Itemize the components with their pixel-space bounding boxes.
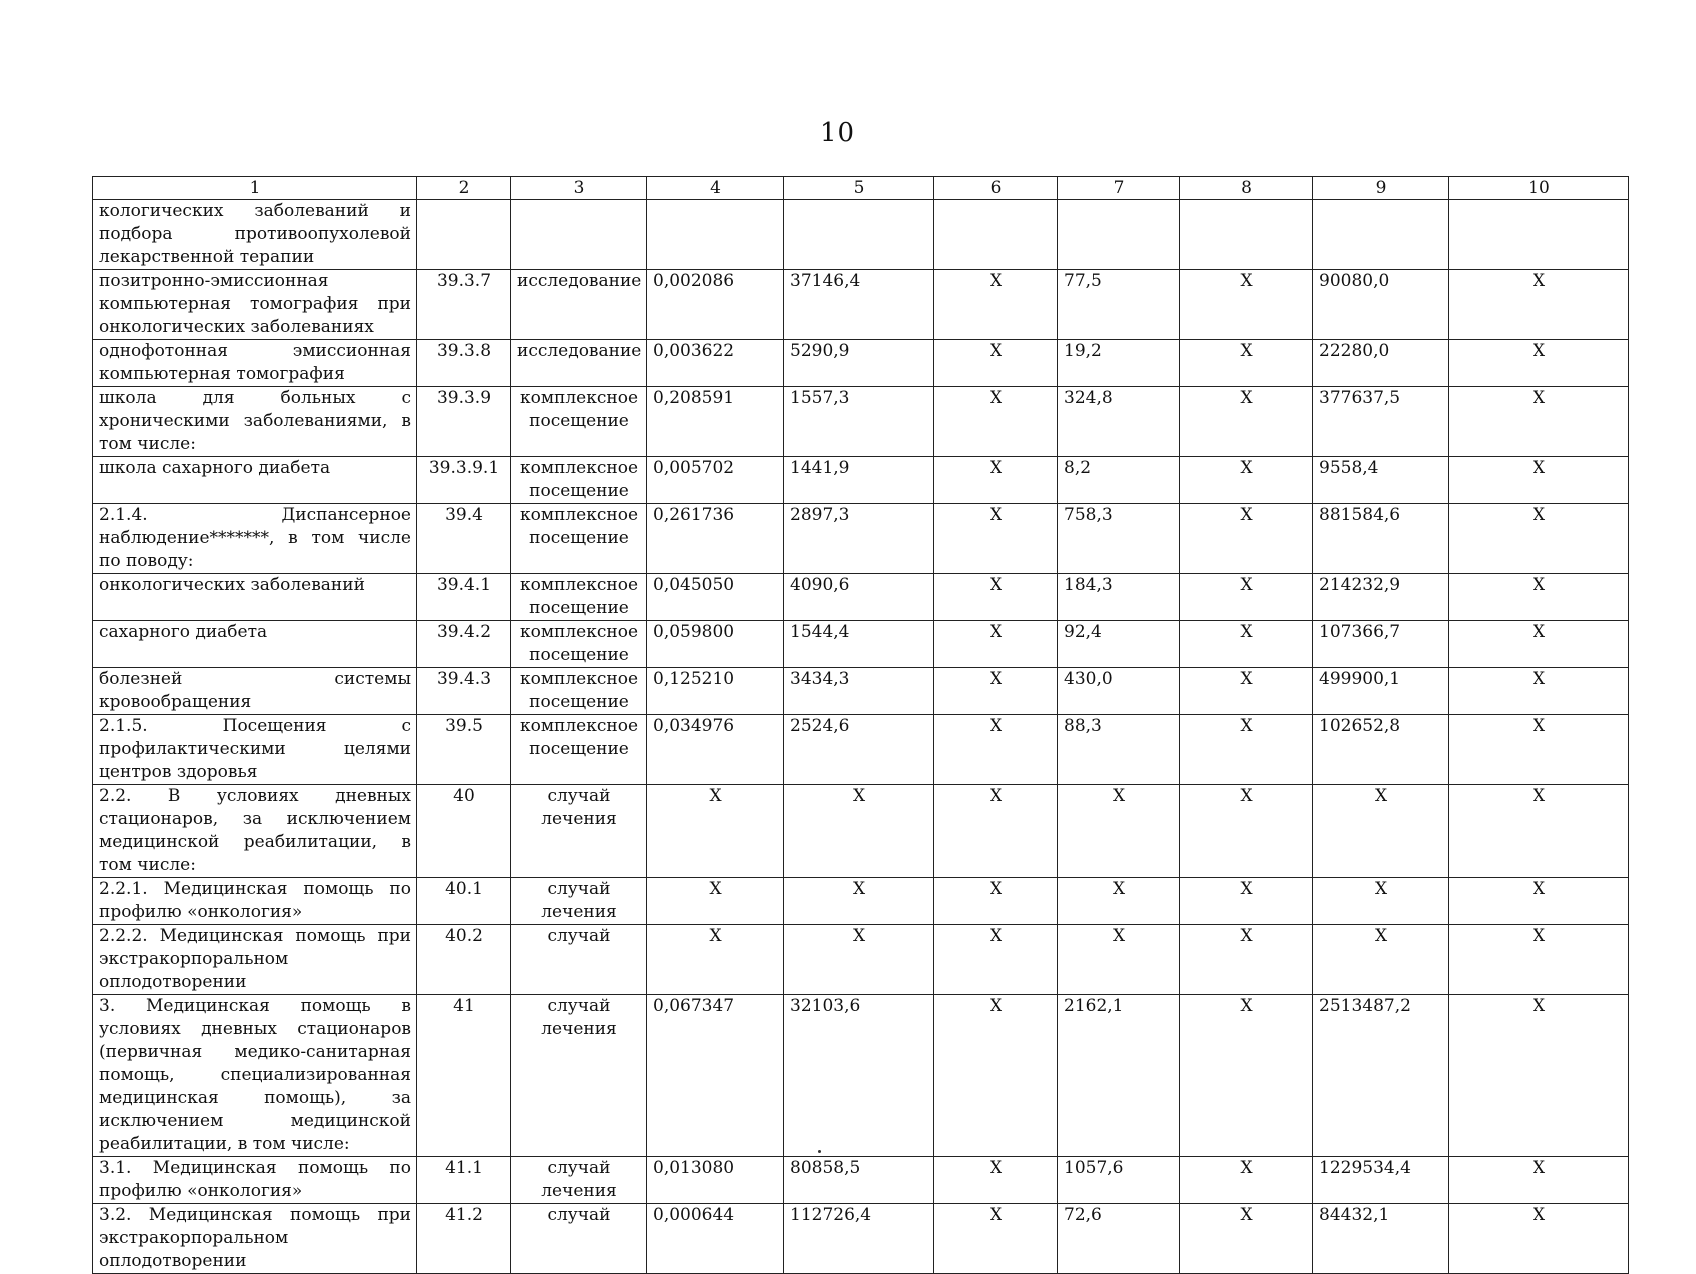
- table-cell: Х: [1180, 1157, 1313, 1204]
- table-cell: Х: [1180, 995, 1313, 1157]
- column-header: 2: [417, 177, 511, 200]
- table-row: [93, 995, 1629, 1157]
- table-cell: Х: [1449, 387, 1629, 457]
- table-cell: 107366,7: [1313, 621, 1449, 668]
- table-cell: Х: [1449, 715, 1629, 785]
- table-cell: 3. Медицинская помощь в условиях дневных стационаров (первичная медико-санитарная помощь, специализированная медицинская помощь), за исключением медицинской реабилитации, в том числе:: [93, 995, 417, 1157]
- table-row: [93, 340, 1629, 387]
- table-cell: Х: [934, 1157, 1058, 1204]
- table-cell: 39.4.2: [417, 621, 511, 668]
- table-cell: Х: [647, 878, 784, 925]
- table-cell: Х: [1180, 878, 1313, 925]
- table-cell: исследование: [511, 270, 647, 340]
- table-cell: Х: [1449, 1204, 1629, 1274]
- table-cell: [1180, 200, 1313, 270]
- table-cell: болезней системы кровообращения: [93, 668, 417, 715]
- table-cell: Х: [1180, 785, 1313, 878]
- table-cell: комплексное посещение: [511, 621, 647, 668]
- table-cell: 40.2: [417, 925, 511, 995]
- table-cell: комплексное посещение: [511, 504, 647, 574]
- table-cell: Х: [934, 878, 1058, 925]
- table-cell: Х: [784, 785, 934, 878]
- table-cell: 324,8: [1058, 387, 1180, 457]
- table-cell: Х: [934, 925, 1058, 995]
- table-cell: 2.1.5. Посещения с профилактическими целями центров здоровья: [93, 715, 417, 785]
- table-cell: случай лечения: [511, 785, 647, 878]
- table-cell: Х: [1180, 387, 1313, 457]
- table-cell: школа для больных с хроническими заболеваниями, в том числе:: [93, 387, 417, 457]
- table-cell: 0,045050: [647, 574, 784, 621]
- table-cell: 39.3.9.1: [417, 457, 511, 504]
- table-cell: 40: [417, 785, 511, 878]
- table-cell: 92,4: [1058, 621, 1180, 668]
- table-cell: 39.4.3: [417, 668, 511, 715]
- column-header: 9: [1313, 177, 1449, 200]
- table-cell: 430,0: [1058, 668, 1180, 715]
- table-cell: 0,125210: [647, 668, 784, 715]
- table-cell: Х: [934, 270, 1058, 340]
- table-cell: 0,067347: [647, 995, 784, 1157]
- table-cell: сахарного диабета: [93, 621, 417, 668]
- table-cell: Х: [1449, 621, 1629, 668]
- table-cell: 80858,5: [784, 1157, 934, 1204]
- table-cell: Х: [934, 387, 1058, 457]
- table-cell: 0,208591: [647, 387, 784, 457]
- table-cell: Х: [1449, 457, 1629, 504]
- table-cell: 19,2: [1058, 340, 1180, 387]
- table-cell: исследование: [511, 340, 647, 387]
- table-cell: случай: [511, 925, 647, 995]
- table-cell: Х: [1180, 715, 1313, 785]
- table-cell: 1544,4: [784, 621, 934, 668]
- table-cell: комплексное посещение: [511, 668, 647, 715]
- column-header: 1: [93, 177, 417, 200]
- table-cell: 39.3.9: [417, 387, 511, 457]
- table-cell: Х: [647, 785, 784, 878]
- table-row: [93, 270, 1629, 340]
- column-header: 3: [511, 177, 647, 200]
- column-header: 5: [784, 177, 934, 200]
- table-cell: 41.2: [417, 1204, 511, 1274]
- table-cell: 0,003622: [647, 340, 784, 387]
- table-cell: 39.4: [417, 504, 511, 574]
- table-cell: комплексное посещение: [511, 715, 647, 785]
- column-header: 7: [1058, 177, 1180, 200]
- table-cell: 1229534,4: [1313, 1157, 1449, 1204]
- table-cell: Х: [784, 925, 934, 995]
- table-cell: 39.5: [417, 715, 511, 785]
- table-cell: Х: [1313, 925, 1449, 995]
- table-cell: 39.4.1: [417, 574, 511, 621]
- table-cell: Х: [1449, 340, 1629, 387]
- table-cell: [1313, 200, 1449, 270]
- header-row: [93, 177, 1629, 200]
- table-cell: [511, 200, 647, 270]
- table-cell: 2524,6: [784, 715, 934, 785]
- table-cell: Х: [1180, 340, 1313, 387]
- table-cell: Х: [1449, 1157, 1629, 1204]
- table-cell: 102652,8: [1313, 715, 1449, 785]
- table-cell: 2897,3: [784, 504, 934, 574]
- table-row: [93, 387, 1629, 457]
- table-cell: 84432,1: [1313, 1204, 1449, 1274]
- table-cell: [1058, 200, 1180, 270]
- table-cell: позитронно-эмиссионная компьютерная томография при онкологических заболеваниях: [93, 270, 417, 340]
- page-number: 10: [820, 118, 856, 148]
- table-cell: Х: [1449, 925, 1629, 995]
- table-row: [93, 621, 1629, 668]
- table-cell: Х: [934, 1204, 1058, 1274]
- table-cell: Х: [1449, 995, 1629, 1157]
- table-cell: 40.1: [417, 878, 511, 925]
- table-cell: Х: [1313, 785, 1449, 878]
- table-cell: Х: [934, 621, 1058, 668]
- table-cell: Х: [647, 925, 784, 995]
- table-cell: 39.3.7: [417, 270, 511, 340]
- table-cell: 0,005702: [647, 457, 784, 504]
- table-cell: 22280,0: [1313, 340, 1449, 387]
- table-cell: 90080,0: [1313, 270, 1449, 340]
- table-cell: 3.1. Медицинская помощь по профилю «онкология»: [93, 1157, 417, 1204]
- table-row: [93, 715, 1629, 785]
- table-cell: Х: [1313, 878, 1449, 925]
- table-cell: 881584,6: [1313, 504, 1449, 574]
- table-cell: комплексное посещение: [511, 574, 647, 621]
- table-cell: 4090,6: [784, 574, 934, 621]
- data-table: [92, 176, 1629, 1274]
- table-cell: 184,3: [1058, 574, 1180, 621]
- table-cell: случай лечения: [511, 995, 647, 1157]
- table-cell: 39.3.8: [417, 340, 511, 387]
- table-cell: Х: [934, 668, 1058, 715]
- table-cell: 37146,4: [784, 270, 934, 340]
- table-cell: 2.2.1. Медицинская помощь по профилю «онкология»: [93, 878, 417, 925]
- table-cell: случай лечения: [511, 1157, 647, 1204]
- table-cell: онкологических заболеваний: [93, 574, 417, 621]
- table-row: [93, 200, 1629, 270]
- table-cell: 88,3: [1058, 715, 1180, 785]
- table-cell: 1441,9: [784, 457, 934, 504]
- table-cell: Х: [784, 878, 934, 925]
- table-cell: 0,034976: [647, 715, 784, 785]
- table-cell: Х: [1180, 668, 1313, 715]
- table-cell: Х: [1058, 925, 1180, 995]
- table-cell: 3.2. Медицинская помощь при экстракорпоральном оплодотворении: [93, 1204, 417, 1274]
- table-cell: Х: [1180, 1204, 1313, 1274]
- table-cell: Х: [1180, 621, 1313, 668]
- table-cell: [934, 200, 1058, 270]
- table-cell: 8,2: [1058, 457, 1180, 504]
- table-cell: однофотонная эмиссионная компьютерная томография: [93, 340, 417, 387]
- table-row: [93, 1157, 1629, 1204]
- table-cell: 2162,1: [1058, 995, 1180, 1157]
- table-cell: [417, 200, 511, 270]
- table-cell: Х: [1180, 270, 1313, 340]
- table-cell: Х: [1058, 878, 1180, 925]
- table-cell: [1449, 200, 1629, 270]
- table-row: [93, 878, 1629, 925]
- table-row: [93, 1204, 1629, 1274]
- column-header: 8: [1180, 177, 1313, 200]
- table-cell: 0,013080: [647, 1157, 784, 1204]
- stray-dot: [818, 1150, 821, 1153]
- table-cell: кологических заболеваний и подбора противоопухолевой лекарственной терапии: [93, 200, 417, 270]
- table-cell: [647, 200, 784, 270]
- table-cell: Х: [934, 995, 1058, 1157]
- table-cell: Х: [934, 340, 1058, 387]
- table-cell: Х: [934, 574, 1058, 621]
- table-row: [93, 574, 1629, 621]
- table-cell: Х: [1180, 925, 1313, 995]
- table-cell: 9558,4: [1313, 457, 1449, 504]
- table-cell: 0,000644: [647, 1204, 784, 1274]
- table-cell: 2.1.4. Диспансерное наблюдение*******, в том числе по поводу:: [93, 504, 417, 574]
- table-cell: школа сахарного диабета: [93, 457, 417, 504]
- table-cell: Х: [1449, 504, 1629, 574]
- table-row: [93, 785, 1629, 878]
- table-cell: 758,3: [1058, 504, 1180, 574]
- table-cell: 1557,3: [784, 387, 934, 457]
- table-cell: 377637,5: [1313, 387, 1449, 457]
- table-cell: 214232,9: [1313, 574, 1449, 621]
- table-cell: Х: [1180, 504, 1313, 574]
- table-cell: Х: [934, 457, 1058, 504]
- table-cell: комплексное посещение: [511, 457, 647, 504]
- table-cell: 32103,6: [784, 995, 934, 1157]
- table-cell: 2.2.2. Медицинская помощь при экстракорпоральном оплодотворении: [93, 925, 417, 995]
- table-cell: Х: [1058, 785, 1180, 878]
- table-cell: Х: [934, 715, 1058, 785]
- table-cell: 72,6: [1058, 1204, 1180, 1274]
- column-header: 4: [647, 177, 784, 200]
- table-cell: Х: [1180, 574, 1313, 621]
- table-cell: 41: [417, 995, 511, 1157]
- table-cell: Х: [934, 504, 1058, 574]
- table-cell: Х: [1449, 785, 1629, 878]
- table-cell: 77,5: [1058, 270, 1180, 340]
- table-cell: 5290,9: [784, 340, 934, 387]
- table-row: [93, 504, 1629, 574]
- table-cell: комплексное посещение: [511, 387, 647, 457]
- table-cell: 0,059800: [647, 621, 784, 668]
- table-cell: Х: [1449, 668, 1629, 715]
- table-cell: случай: [511, 1204, 647, 1274]
- table-cell: Х: [1180, 457, 1313, 504]
- column-header: 6: [934, 177, 1058, 200]
- table-row: [93, 668, 1629, 715]
- table-cell: 41.1: [417, 1157, 511, 1204]
- table-cell: Х: [1449, 878, 1629, 925]
- table-cell: Х: [1449, 574, 1629, 621]
- table-cell: [784, 200, 934, 270]
- table-row: [93, 925, 1629, 995]
- table-cell: случай лечения: [511, 878, 647, 925]
- table-cell: 499900,1: [1313, 668, 1449, 715]
- column-header: 10: [1449, 177, 1629, 200]
- table-cell: 0,261736: [647, 504, 784, 574]
- table-cell: 2513487,2: [1313, 995, 1449, 1157]
- table-cell: 2.2. В условиях дневных стационаров, за исключением медицинской реабилитации, в том числе:: [93, 785, 417, 878]
- table-cell: 1057,6: [1058, 1157, 1180, 1204]
- table-cell: 112726,4: [784, 1204, 934, 1274]
- table-cell: Х: [1449, 270, 1629, 340]
- table-row: [93, 457, 1629, 504]
- table-cell: Х: [934, 785, 1058, 878]
- table-cell: 0,002086: [647, 270, 784, 340]
- table-cell: 3434,3: [784, 668, 934, 715]
